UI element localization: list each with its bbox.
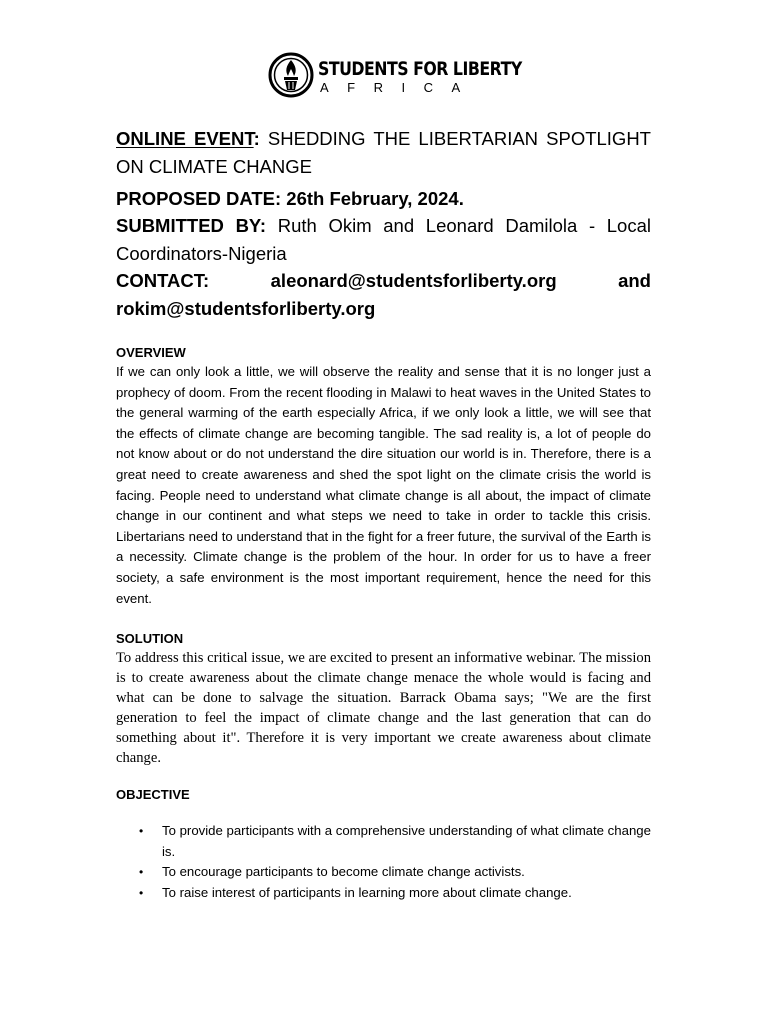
objective-item-text: To provide participants with a comprehensive understanding of what climate change is. xyxy=(162,823,651,859)
submitted-by xyxy=(116,212,651,268)
objective-item-text: To encourage participants to become climate change activists. xyxy=(162,864,525,880)
contact-email-1[interactable]: aleonard@studentsforliberty.org xyxy=(270,270,557,291)
objective-heading: OBJECTIVE xyxy=(116,787,190,802)
submitted-value: Ruth Okim and Leonard Damilola - Local Coordinators-Nigeria xyxy=(116,215,651,264)
contact-block xyxy=(116,267,651,323)
overview-paragraph: If we can only look a little, we will observe the reality and sense that it is no longer just a prophecy of doom. From the recent flooding in Malawi to heat waves in the United States to the general warming of the earth especially Africa, if we only look a little, we will see that the effects of climate change are becoming tangible. The sad reality is, a lot of people do not know about or do not understand the dire situation our world is in. Therefore, there is a great need to create awareness and shed the spot light on the climate crisis the world is facing. People need to understand what climate change is all about, the impact of climate change in our continent and what steps we need to take in order to tackle this crisis. Libertarians need to understand that in the fight for a freer future, the survival of the Earth is a necessity. Climate change is the problem of the hour. In order for us to have a freer society, a safe environment is the most important requirement, hence the need for this event. xyxy=(116,364,651,606)
event-title: SHEDDING THE LIBERTARIAN SPOTLIGHT ON CLIMATE CHANGE xyxy=(116,128,651,177)
proposed-date: PROPOSED DATE: 26th February, 2024. xyxy=(116,188,464,209)
solution-heading: SOLUTION xyxy=(116,631,184,646)
list-item xyxy=(116,821,651,862)
contact-label: CONTACT: xyxy=(116,270,210,291)
students-for-liberty-logo xyxy=(268,52,522,100)
contact-email-2[interactable]: rokim@studentsforliberty.org xyxy=(116,298,376,319)
torch-globe-icon xyxy=(268,52,314,98)
logo-title: STUDENTS FOR LIBERTY xyxy=(318,58,522,80)
bullet-icon: • xyxy=(139,824,144,838)
event-title-block xyxy=(116,125,651,181)
objective-item-text: To raise interest of participants in learning more about climate change. xyxy=(162,884,572,900)
bullet-icon: • xyxy=(139,865,144,880)
solution-paragraph: To address this critical issue, we are excited to present an informative webinar. The mission is to create awareness about the climate change menace the whole would is facing and what can be done to salvage the situation. Barrack Obama says; "We are the first generation to feel the impact of climate change and the last generation that can do something about it". Therefore it is very important we create awareness about climate change. xyxy=(116,650,651,766)
submitted-label: SUBMITTED BY: xyxy=(116,215,267,236)
bullet-icon: • xyxy=(139,885,144,900)
logo-subtitle: AFRICA xyxy=(320,80,479,95)
event-label: ONLINE EVENT xyxy=(116,128,254,149)
list-item xyxy=(116,862,651,883)
list-item xyxy=(116,883,651,904)
contact-row xyxy=(116,267,651,295)
objective-list xyxy=(116,821,651,903)
overview-heading: OVERVIEW xyxy=(116,345,186,360)
event-label-colon: : xyxy=(253,128,260,149)
contact-and: and xyxy=(618,270,651,291)
